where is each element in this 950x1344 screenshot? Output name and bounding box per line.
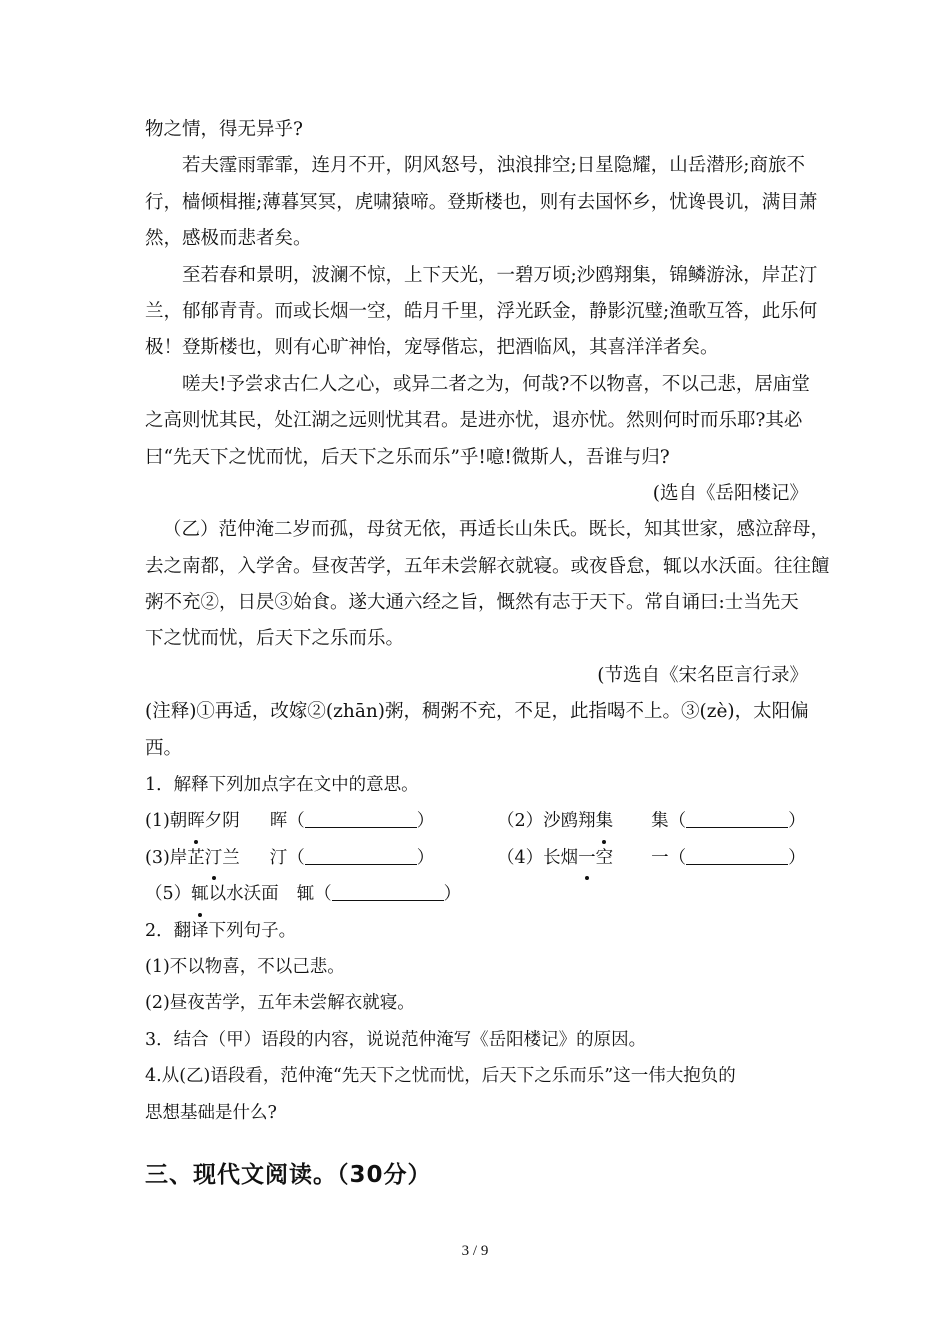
page-number: 3 / 9 [461, 1243, 489, 1259]
question-1-item-1: (1)朝晖夕阴 晖（ ） [145, 803, 434, 839]
passage-line: 然，感极而悲者矣。 [145, 228, 312, 250]
annotation-line: 西。 [145, 737, 183, 759]
answer-blank[interactable] [305, 846, 417, 865]
answer-blank[interactable] [686, 846, 788, 865]
emphasis-dot-char: 集 [596, 803, 614, 839]
passage-line: 曰“先天下之忧而忧，后天下之乐而乐”乎!噫!微斯人，吾谁与归? [145, 446, 670, 468]
passage-line: 极！登斯楼也，则有心旷神怡，宠辱偕忘，把酒临风，其喜洋洋者矣。 [145, 337, 719, 359]
question-4-cont: 思想基础是什么? [145, 1102, 277, 1123]
passage-line: 物之情，得无异乎? [145, 119, 303, 140]
passage-line: 粥不充②，日昃③始食。遂大通六经之旨，慨然有志于天下。常自诵曰:士当先天 [145, 592, 799, 614]
emphasis-dot-char: 汀 [205, 840, 223, 876]
question-1-row-a [145, 803, 810, 839]
question-1-item-4: （4）长烟一空 一（ ） [497, 840, 806, 876]
page-content [145, 112, 830, 1131]
passage-line: 去之南都，入学舍。昼夜苦学，五年未尝解衣就寝。或夜昏怠，辄以水沃面。往往饘 [145, 555, 830, 577]
emphasis-dot-char: 晖 [187, 803, 205, 839]
question-3: 3．结合（甲）语段的内容，说说范仲淹写《岳阳楼记》的原因。 [145, 1029, 647, 1050]
emphasis-dot-char: 一 [578, 840, 596, 876]
passage-line: 至若春和景明，波澜不惊，上下天光，一碧万顷;沙鸥翔集，锦鳞游泳，岸芷汀 [182, 264, 818, 286]
answer-blank[interactable] [332, 882, 444, 901]
source-citation: (选自《岳阳楼记》 [652, 482, 808, 504]
passage-line: 兰，郁郁青青。而或长烟一空，皓月千里，浮光跃金，静影沉璧;渔歌互答，此乐何 [145, 300, 818, 322]
answer-blank[interactable] [305, 809, 417, 828]
section-title: 三、现代文阅读。（30分） [145, 1162, 432, 1188]
question-1-item-2: （2）沙鸥翔集 集（ ） [497, 803, 806, 839]
question-1-item-3: (3)岸芷汀兰 汀（ ） [145, 840, 434, 876]
passage-line: （乙）范仲淹二岁而孤，母贫无依，再适长山朱氏。既长，知其世家，感泣辞母， [163, 519, 830, 541]
annotation-line: (注释)①再适，改嫁②(zhān)粥，稠粥不充，不足，此指喝不上。③(zè)，太阳偏 [145, 701, 809, 723]
answer-blank[interactable] [686, 809, 788, 828]
question-2-item-2: (2)昼夜苦学，五年未尝解衣就寝。 [145, 993, 415, 1014]
question-1: 1．解释下列加点字在文中的意思。 [145, 775, 419, 796]
question-4: 4.从(乙)语段看，范仲淹“先天下之忧而忧，后天下之乐而乐”这一伟大抱负的 [145, 1066, 736, 1087]
emphasis-dot-char: 辄 [191, 876, 209, 912]
passage-line: 若夫霪雨霏霏，连月不开，阴风怒号，浊浪排空;日星隐耀，山岳潜形;商旅不 [182, 155, 805, 177]
question-1-row-c [145, 876, 810, 912]
passage-line: 下之忧而忧，后天下之乐而乐。 [145, 628, 405, 650]
question-2: 2．翻译下列句子。 [145, 920, 297, 941]
passage-line: 之高则忧其民，处江湖之远则忧其君。是进亦忧，退亦忧。然则何时而乐耶?其必 [145, 410, 803, 432]
question-1-row-b [145, 840, 810, 876]
question-1-item-5: （5）辄以水沃面 辄（ ） [145, 876, 461, 912]
question-2-item-1: (1)不以物喜，不以己悲。 [145, 956, 345, 977]
source-citation: (节选自《宋名臣言行录》 [597, 664, 808, 686]
passage-line: 行，樯倾楫摧;薄暮冥冥，虎啸猿啼。登斯楼也，则有去国怀乡，忧谗畏讥，满目萧 [145, 191, 818, 213]
passage-line: 嗟夫!予尝求古仁人之心，或异二者之为，何哉?不以物喜，不以己悲，居庙堂 [182, 373, 810, 395]
